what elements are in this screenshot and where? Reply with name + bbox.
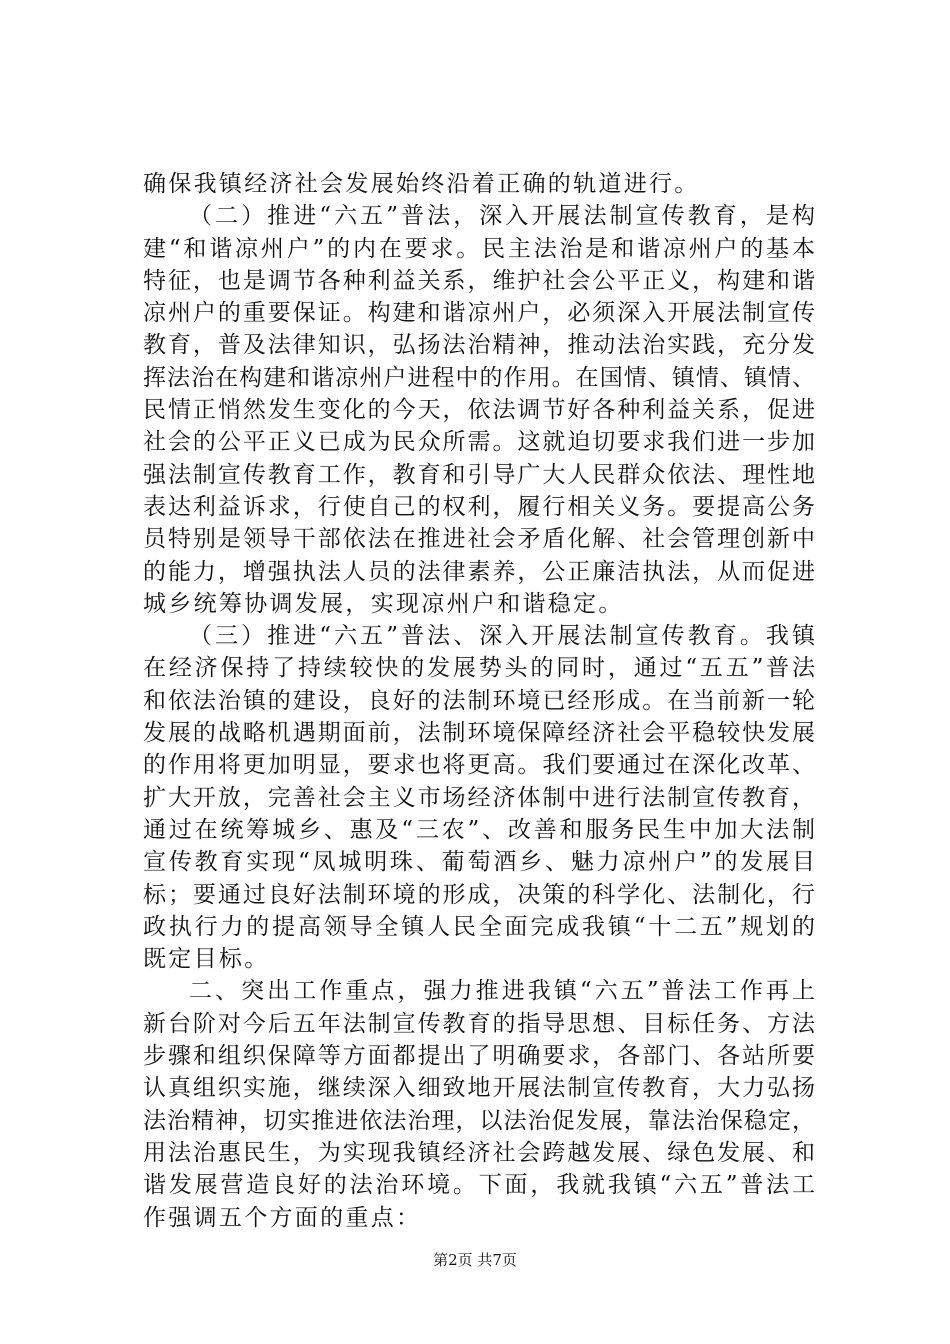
text-line: 的作用将更加明显，要求也将更高。我们要通过在深化改革、 xyxy=(143,752,815,779)
text-line: （二）推进“六五”普法，深入开展法制宣传教育，是构 xyxy=(189,203,815,230)
text-line: 确保我镇经济社会发展始终沿着正确的轨道进行。 xyxy=(143,171,700,197)
text-line: 认真组织实施，继续深入细致地开展法制宣传教育，大力弘扬 xyxy=(143,1075,815,1102)
text-line: 挥法治在构建和谐凉州户进程中的作用。在国情、镇情、镇情、 xyxy=(143,364,815,391)
text-line: 员特别是领导干部依法在推进社会矛盾化解、社会管理创新中 xyxy=(143,526,815,553)
text-line: 社会的公平正义已成为民众所需。这就迫切要求我们进一步加 xyxy=(143,429,815,456)
text-line: 城乡统筹协调发展，实现凉州户和谐稳定。 xyxy=(143,590,624,617)
text-line: 新台阶对今后五年法制宣传教育的指导思想、目标任务、方法 xyxy=(143,1010,815,1037)
text-line: （三）推进“六五”普法、深入开展法制宣传教育。我镇 xyxy=(189,623,815,650)
page-number-footer: 第2页 共7页 xyxy=(433,1251,517,1269)
text-line: 扩大开放，完善社会主义市场经济体制中进行法制宣传教育， xyxy=(143,784,815,811)
text-line: 建“和谐凉州户”的内在要求。民主法治是和谐凉州户的基本 xyxy=(143,235,815,262)
text-line: 教育，普及法律知识，弘扬法治精神，推动法治实践，充分发 xyxy=(143,332,815,359)
text-line: 法治精神，切实推进依法治理，以法治促发展，靠法治保稳定， xyxy=(143,1107,815,1134)
text-line: 发展的战略机遇期面前，法制环境保障经济社会平稳较快发展 xyxy=(143,720,815,747)
text-line: 和依法治镇的建设，良好的法制环境已经形成。在当前新一轮 xyxy=(143,687,815,714)
text-line: 作强调五个方面的重点： xyxy=(143,1204,422,1231)
text-line: 谐发展营造良好的法治环境。下面，我就我镇“六五”普法工 xyxy=(143,1172,815,1199)
text-line: 步骤和组织保障等方面都提出了明确要求，各部门、各站所要 xyxy=(143,1043,815,1070)
text-line: 的能力，增强执法人员的法律素养，公正廉洁执法，从而促进 xyxy=(143,558,815,585)
body-text xyxy=(143,168,815,1234)
text-line: 表达利益诉求，行使自己的权利，履行相关义务。要提高公务 xyxy=(143,493,815,520)
text-line: 既定目标。 xyxy=(143,946,270,973)
text-line: 民情正悄然发生变化的今天，依法调节好各种利益关系，促进 xyxy=(143,397,815,424)
text-line: 宣传教育实现“凤城明珠、葡萄酒乡、魅力凉州户”的发展目 xyxy=(143,849,815,876)
text-line: 特征，也是调节各种利益关系，维护社会公平正义，构建和谐 xyxy=(143,267,815,294)
text-line: 在经济保持了持续较快的发展势头的同时，通过“五五”普法 xyxy=(143,655,815,682)
text-line: 用法治惠民生，为实现我镇经济社会跨越发展、绿色发展、和 xyxy=(143,1139,815,1166)
text-line: 强法制宣传教育工作，教育和引导广大人民群众依法、理性地 xyxy=(143,461,815,488)
text-line: 凉州户的重要保证。构建和谐凉州户，必须深入开展法制宣传 xyxy=(143,300,815,327)
text-line: 标；要通过良好法制环境的形成，决策的科学化、法制化，行 xyxy=(143,881,815,908)
text-line: 政执行力的提高领导全镇人民全面完成我镇“十二五”规划的 xyxy=(143,913,815,940)
text-line: 通过在统筹城乡、惠及“三农”、改善和服务民生中加大法制 xyxy=(143,816,815,843)
text-line: 二、突出工作重点，强力推进我镇“六五”普法工作再上 xyxy=(189,978,815,1005)
